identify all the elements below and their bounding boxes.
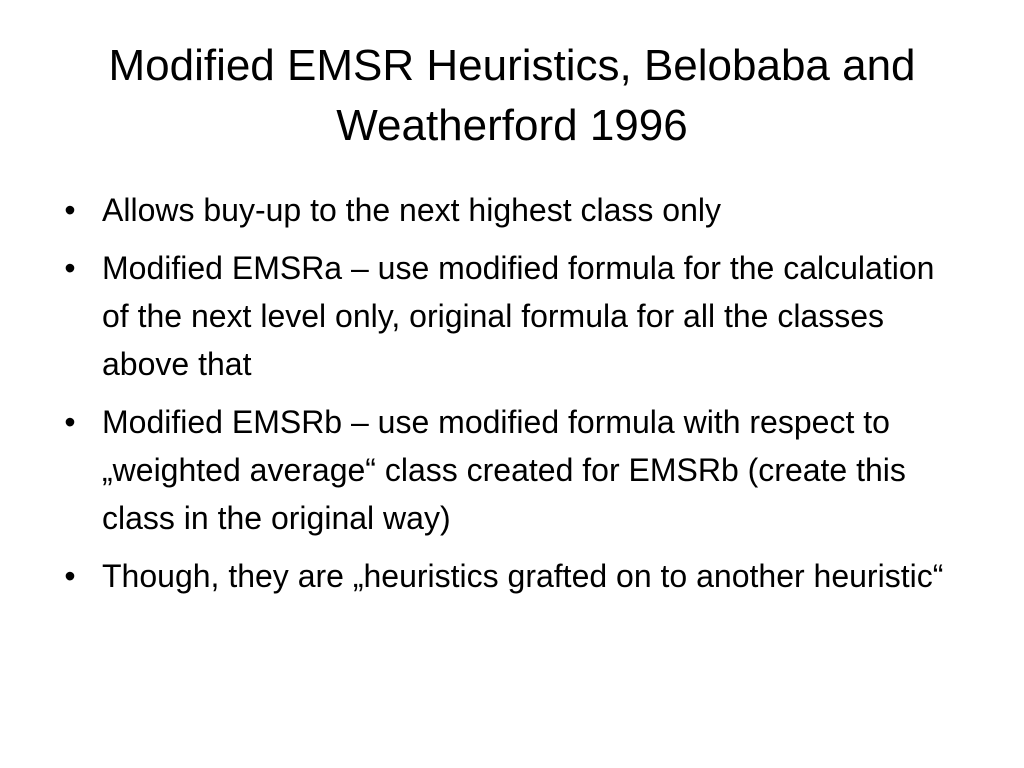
slide-title: Modified EMSR Heuristics, Belobaba and Weatherford 1996 — [108, 41, 916, 150]
bullet-text: Though, they are „heuristics grafted on to another heuristic“ — [102, 558, 944, 594]
bullet-text: Allows buy-up to the next highest class only — [102, 192, 721, 228]
bullet-item — [60, 244, 960, 388]
bullet-list — [60, 186, 960, 610]
bullet-item — [60, 552, 960, 600]
bullet-icon: • — [64, 404, 76, 440]
bullet-icon: • — [64, 192, 76, 228]
bullet-icon: • — [64, 250, 76, 286]
bullet-text: Modified EMSRa – use modified formula for the calculation of the next level only, original formula for all the classes above that — [102, 250, 935, 382]
bullet-text: Modified EMSRb – use modified formula with respect to „weighted average“ class created for EMSRb (create this class in the original way) — [102, 404, 906, 536]
bullet-icon: • — [64, 558, 76, 594]
bullet-item — [60, 186, 960, 234]
bullet-item — [60, 398, 960, 542]
